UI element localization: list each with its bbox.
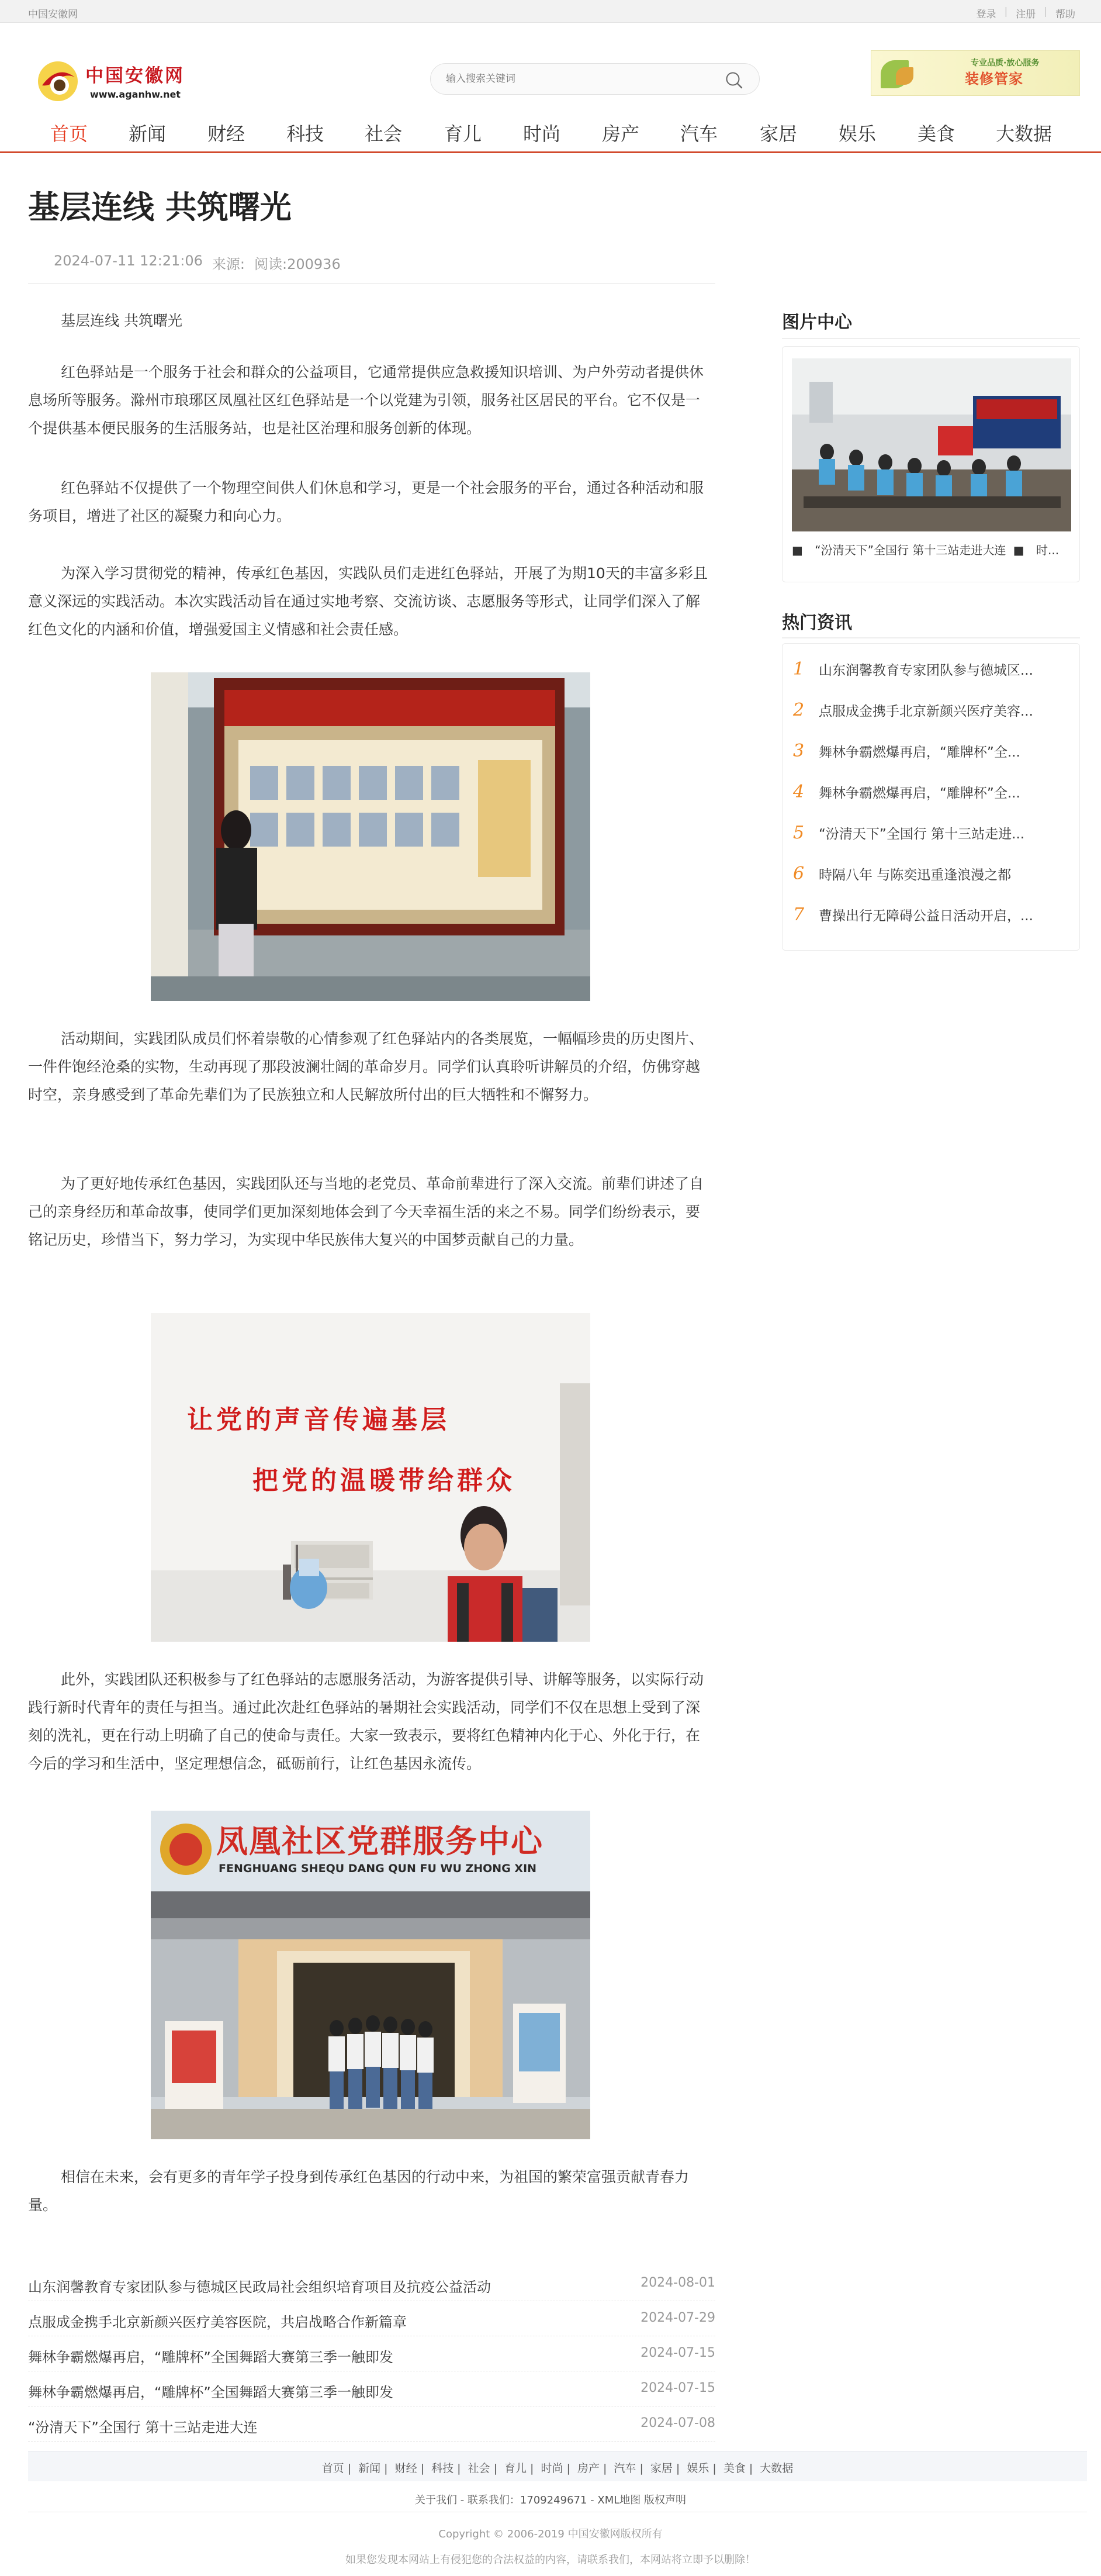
picture-caption[interactable]: “汾清天下”全国行 第十三站走进大连: [815, 543, 1006, 557]
footer-copyright: Copyright © 2006-2019 中国安徽网版权所有: [438, 2528, 663, 2540]
hot-news-rank: 6: [793, 864, 805, 884]
hot-news-item[interactable]: [793, 659, 1033, 679]
site-logo[interactable]: [36, 58, 198, 104]
photo-bulletin-board-image: [151, 672, 590, 1001]
hot-news-text[interactable]: 舞林争霸燃爆再启，“雕牌杯”全...: [819, 745, 1020, 760]
footer-link[interactable]: 首页: [321, 2462, 344, 2475]
footer-link[interactable]: 社会: [468, 2462, 490, 2475]
hot-news-item[interactable]: [793, 904, 1033, 925]
ad-tagline: 专业品质·放心服务: [971, 58, 1040, 68]
footer-link[interactable]: 房产: [577, 2462, 600, 2475]
nav-entertainment[interactable]: 娱乐: [839, 123, 877, 145]
divider: [28, 283, 715, 284]
footer-link[interactable]: 科技: [431, 2462, 454, 2475]
article-paragraph: 此外，实践团队还积极参与了红色驿站的志愿服务活动，为游客提供引导、讲解等服务，以实际行动践行新时代青年的责任与担当。通过此次赴红色驿站的暑期社会实践活动，同学们不仅在思想上受到了深刻的洗礼，更在行动上明确了自己的使命与责任。大家一致表示，要将红色精神内化于心、外化于行，在今后的学习和生活中，坚定理想信念，砥砺前行，让红色基因永流传。: [28, 1671, 704, 1772]
hot-news-rank: 7: [793, 904, 805, 925]
nav-home-living[interactable]: 家居: [760, 123, 798, 145]
article-photo-service-center: [151, 1811, 590, 2139]
photo-sign-pinyin: FENGHUANG SHEQU DANG QUN FU WU ZHONG XIN: [219, 1862, 537, 1875]
footer-link[interactable]: 汽车: [614, 2462, 636, 2475]
photo-slogan-line1: 让党的声音传遍基层: [187, 1405, 450, 1435]
nav-home[interactable]: 首页: [50, 123, 88, 145]
divider: |: [1004, 6, 1008, 18]
related-article-title[interactable]: 舞林争霸燃爆再启，“雕牌杯”全国舞蹈大赛第三季一触即发: [28, 2384, 393, 2401]
picture-center-captions: [792, 541, 1071, 558]
nav-tech[interactable]: 科技: [286, 123, 324, 145]
hot-news-rank: 2: [793, 700, 805, 720]
footer-link[interactable]: 大数据: [760, 2462, 794, 2475]
search-input[interactable]: [446, 71, 703, 87]
hot-news-text[interactable]: 山东润馨教育专家团队参与德城区...: [819, 663, 1033, 678]
ad-title: 装修管家: [965, 71, 1023, 87]
hot-news-rank: 4: [793, 782, 805, 802]
related-article-row[interactable]: [28, 2301, 715, 2336]
related-article-row[interactable]: [28, 2336, 715, 2371]
footer-contact[interactable]: 关于我们 - 联系我们：1709249671 - XML地图 版权声明: [414, 2494, 686, 2506]
help-link[interactable]: 帮助: [1055, 9, 1075, 20]
bullet-icon: ■: [792, 543, 803, 557]
register-link[interactable]: 注册: [1016, 9, 1036, 20]
article-paragraph: 基层连线 共筑曙光: [61, 312, 182, 329]
related-article-date: 2024-07-15: [640, 2381, 715, 2395]
hot-news-title: 热门资讯: [782, 613, 852, 633]
hot-news-text[interactable]: 点服成金携手北京新颜兴医疗美容...: [819, 704, 1033, 719]
article-photo-bulletin-board: [151, 672, 590, 1001]
article-date: 2024-07-11 12:21:06: [54, 253, 203, 269]
hot-news-rank: 5: [793, 823, 805, 843]
picture-center-box: [782, 346, 1080, 582]
hot-news-item[interactable]: [793, 864, 1011, 884]
login-link[interactable]: 登录: [976, 9, 996, 20]
nav-food[interactable]: 美食: [918, 123, 955, 145]
divider: |: [1044, 6, 1047, 18]
article-paragraph: 活动期间，实践团队成员们怀着崇敬的心情参观了红色驿站内的各类展览，一幅幅珍贵的历史图片、一件件饱经沧桑的实物，生动再现了那段波澜壮阔的革命岁月。同学们认真聆听讲解员的介绍，仿佛穿越时空，亲身感受到了革命先辈们为了民族独立和人民解放所付出的巨大牺牲和不懈努力。: [28, 1030, 704, 1103]
related-article-title[interactable]: 舞林争霸燃爆再启，“雕牌杯”全国舞蹈大赛第三季一触即发: [28, 2349, 393, 2366]
article-paragraph: 红色驿站是一个服务于社会和群众的公益项目，它通常提供应急救援知识培训、为户外劳动者提供休息场所等服务。滁州市琅琊区凤凰社区红色驿站是一个以党建为引领，服务社区居民的平台。它不仅是一个提供基本便民服务的生活服务站，也是社区治理和服务创新的体现。: [28, 364, 704, 437]
hot-news-item[interactable]: [793, 782, 1020, 802]
footer-nav: [28, 2451, 1087, 2481]
search-box: [430, 63, 760, 95]
article-paragraph: 红色驿站不仅提供了一个物理空间供人们休息和学习，更是一个社会服务的平台，通过各种活动和服务项目，增进了社区的凝聚力和向心力。: [28, 479, 704, 524]
related-article-row[interactable]: [28, 2266, 715, 2301]
reads-label: 阅读:: [254, 256, 288, 272]
reads-count: 200936: [287, 256, 341, 272]
divider: [782, 637, 1080, 638]
article-reads: [254, 253, 341, 273]
article-meta: [54, 253, 341, 273]
search-icon[interactable]: [724, 70, 744, 90]
logo-url: www.aganhw.net: [90, 89, 181, 100]
article-paragraph: 相信在未来，会有更多的青年学子投身到传承红色基因的行动中来，为祖国的繁荣富强贡献青春力量。: [28, 2168, 690, 2214]
top-bar: [0, 0, 1101, 23]
logo-mark-icon: [36, 60, 79, 103]
nav-society[interactable]: 社会: [365, 123, 403, 145]
hot-news-rank: 3: [793, 741, 805, 761]
nav-fashion[interactable]: 时尚: [523, 123, 561, 145]
nav-auto[interactable]: 汽车: [680, 123, 718, 145]
hot-news-rank: 1: [793, 659, 805, 679]
header-ad-banner[interactable]: [871, 50, 1080, 96]
related-article-date: 2024-07-29: [640, 2311, 715, 2325]
hot-news-item[interactable]: [793, 741, 1020, 761]
related-article-row[interactable]: [28, 2371, 715, 2406]
footer-link[interactable]: 美食: [723, 2462, 746, 2475]
article-paragraph: 为了更好地传承红色基因，实践团队还与当地的老党员、革命前辈进行了深入交流。前辈们讲述了自己的亲身经历和革命故事，使同学们更加深刻地体会到了今天幸福生活的来之不易。同学们纷纷表示，要铭记历史，珍惜当下，努力学习，为实现中华民族伟大复兴的中国梦贡献自己的力量。: [28, 1175, 704, 1248]
picture-center-title: 图片中心: [782, 312, 852, 333]
meeting-photo-image: [792, 358, 1071, 531]
nav-parenting[interactable]: 育儿: [444, 123, 482, 145]
footer-link[interactable]: 家居: [650, 2462, 673, 2475]
article-source-label: 来源:: [212, 256, 245, 272]
related-article-title[interactable]: 山东润馨教育专家团队参与德城区民政局社会组织培育项目及抗疫公益活动: [28, 2279, 491, 2295]
nav-realestate[interactable]: 房产: [602, 123, 640, 145]
hot-news-text[interactable]: 時隔八年 与陈奕迅重逢浪漫之都: [819, 868, 1012, 883]
ad-leaf-icon: [896, 67, 913, 85]
hot-news-item[interactable]: [793, 823, 1024, 843]
footer-disclaimer: 如果您发现本网站上有侵犯您的合法权益的内容，请联系我们，本网站将立即予以删除！: [345, 2554, 756, 2566]
related-article-title[interactable]: 点服成金携手北京新颜兴医疗美容医院，共启战略合作新篇章: [28, 2314, 407, 2330]
hot-news-box: [782, 643, 1080, 951]
logo-name: 中国安徽网: [85, 65, 185, 87]
related-article-row[interactable]: [28, 2406, 715, 2442]
related-article-date: 2024-07-15: [640, 2346, 715, 2360]
top-site-name[interactable]: 中国安徽网: [28, 9, 78, 20]
nav-news[interactable]: 新闻: [129, 123, 167, 145]
picture-center-photo[interactable]: [792, 358, 1071, 531]
divider: [782, 338, 1080, 339]
bullet-icon: ■: [1013, 543, 1024, 557]
footer-link[interactable]: 财经: [394, 2462, 417, 2475]
nav-finance[interactable]: 财经: [207, 123, 245, 145]
related-article-date: 2024-08-01: [640, 2275, 715, 2290]
main-nav: [0, 113, 1101, 153]
photo-sign-text: 凤凰社区党群服务中心: [216, 1822, 543, 1860]
related-article-date: 2024-07-08: [640, 2416, 715, 2430]
footer-link[interactable]: 娱乐: [687, 2462, 709, 2475]
footer-link[interactable]: 新闻: [358, 2462, 381, 2475]
top-links: [977, 6, 1075, 20]
nav-bigdata[interactable]: 大数据: [996, 123, 1052, 145]
article-title: 基层连线 共筑曙光: [28, 189, 292, 226]
hot-news-text[interactable]: “汾清天下”全国行 第十三站走进...: [819, 827, 1025, 842]
photo-slogan-line2: 把党的温暖带给群众: [252, 1466, 515, 1496]
picture-caption[interactable]: 时...: [1036, 543, 1060, 557]
related-article-title[interactable]: “汾清天下”全国行 第十三站走进大连: [28, 2419, 258, 2436]
article-paragraph: 为深入学习贯彻党的精神，传承红色基因，实践队员们走进红色驿站，开展了为期10天的丰富多彩且意义深远的实践活动。本次实践活动旨在通过实地考察、交流访谈、志愿服务等形式，让同学们深入了解红色文化的内涵和价值，增强爱国主义情感和社会责任感。: [28, 565, 708, 638]
hot-news-text[interactable]: 舞林争霸燃爆再启，“雕牌杯”全...: [819, 786, 1020, 801]
footer-link[interactable]: 育儿: [504, 2462, 527, 2475]
footer-nav-links: 首页 | 新闻 | 财经 | 科技 | 社会 | 育儿 | 时尚 | 房产 | 汽车 | 家居 | 娱乐 | 美食 | 大数据: [321, 2462, 794, 2475]
footer-link[interactable]: 时尚: [541, 2462, 563, 2475]
hot-news-item[interactable]: [793, 700, 1033, 720]
article-photo-slogan-wall: [151, 1313, 590, 1642]
hot-news-text[interactable]: 曹操出行无障碍公益日活动开启，...: [819, 909, 1033, 924]
